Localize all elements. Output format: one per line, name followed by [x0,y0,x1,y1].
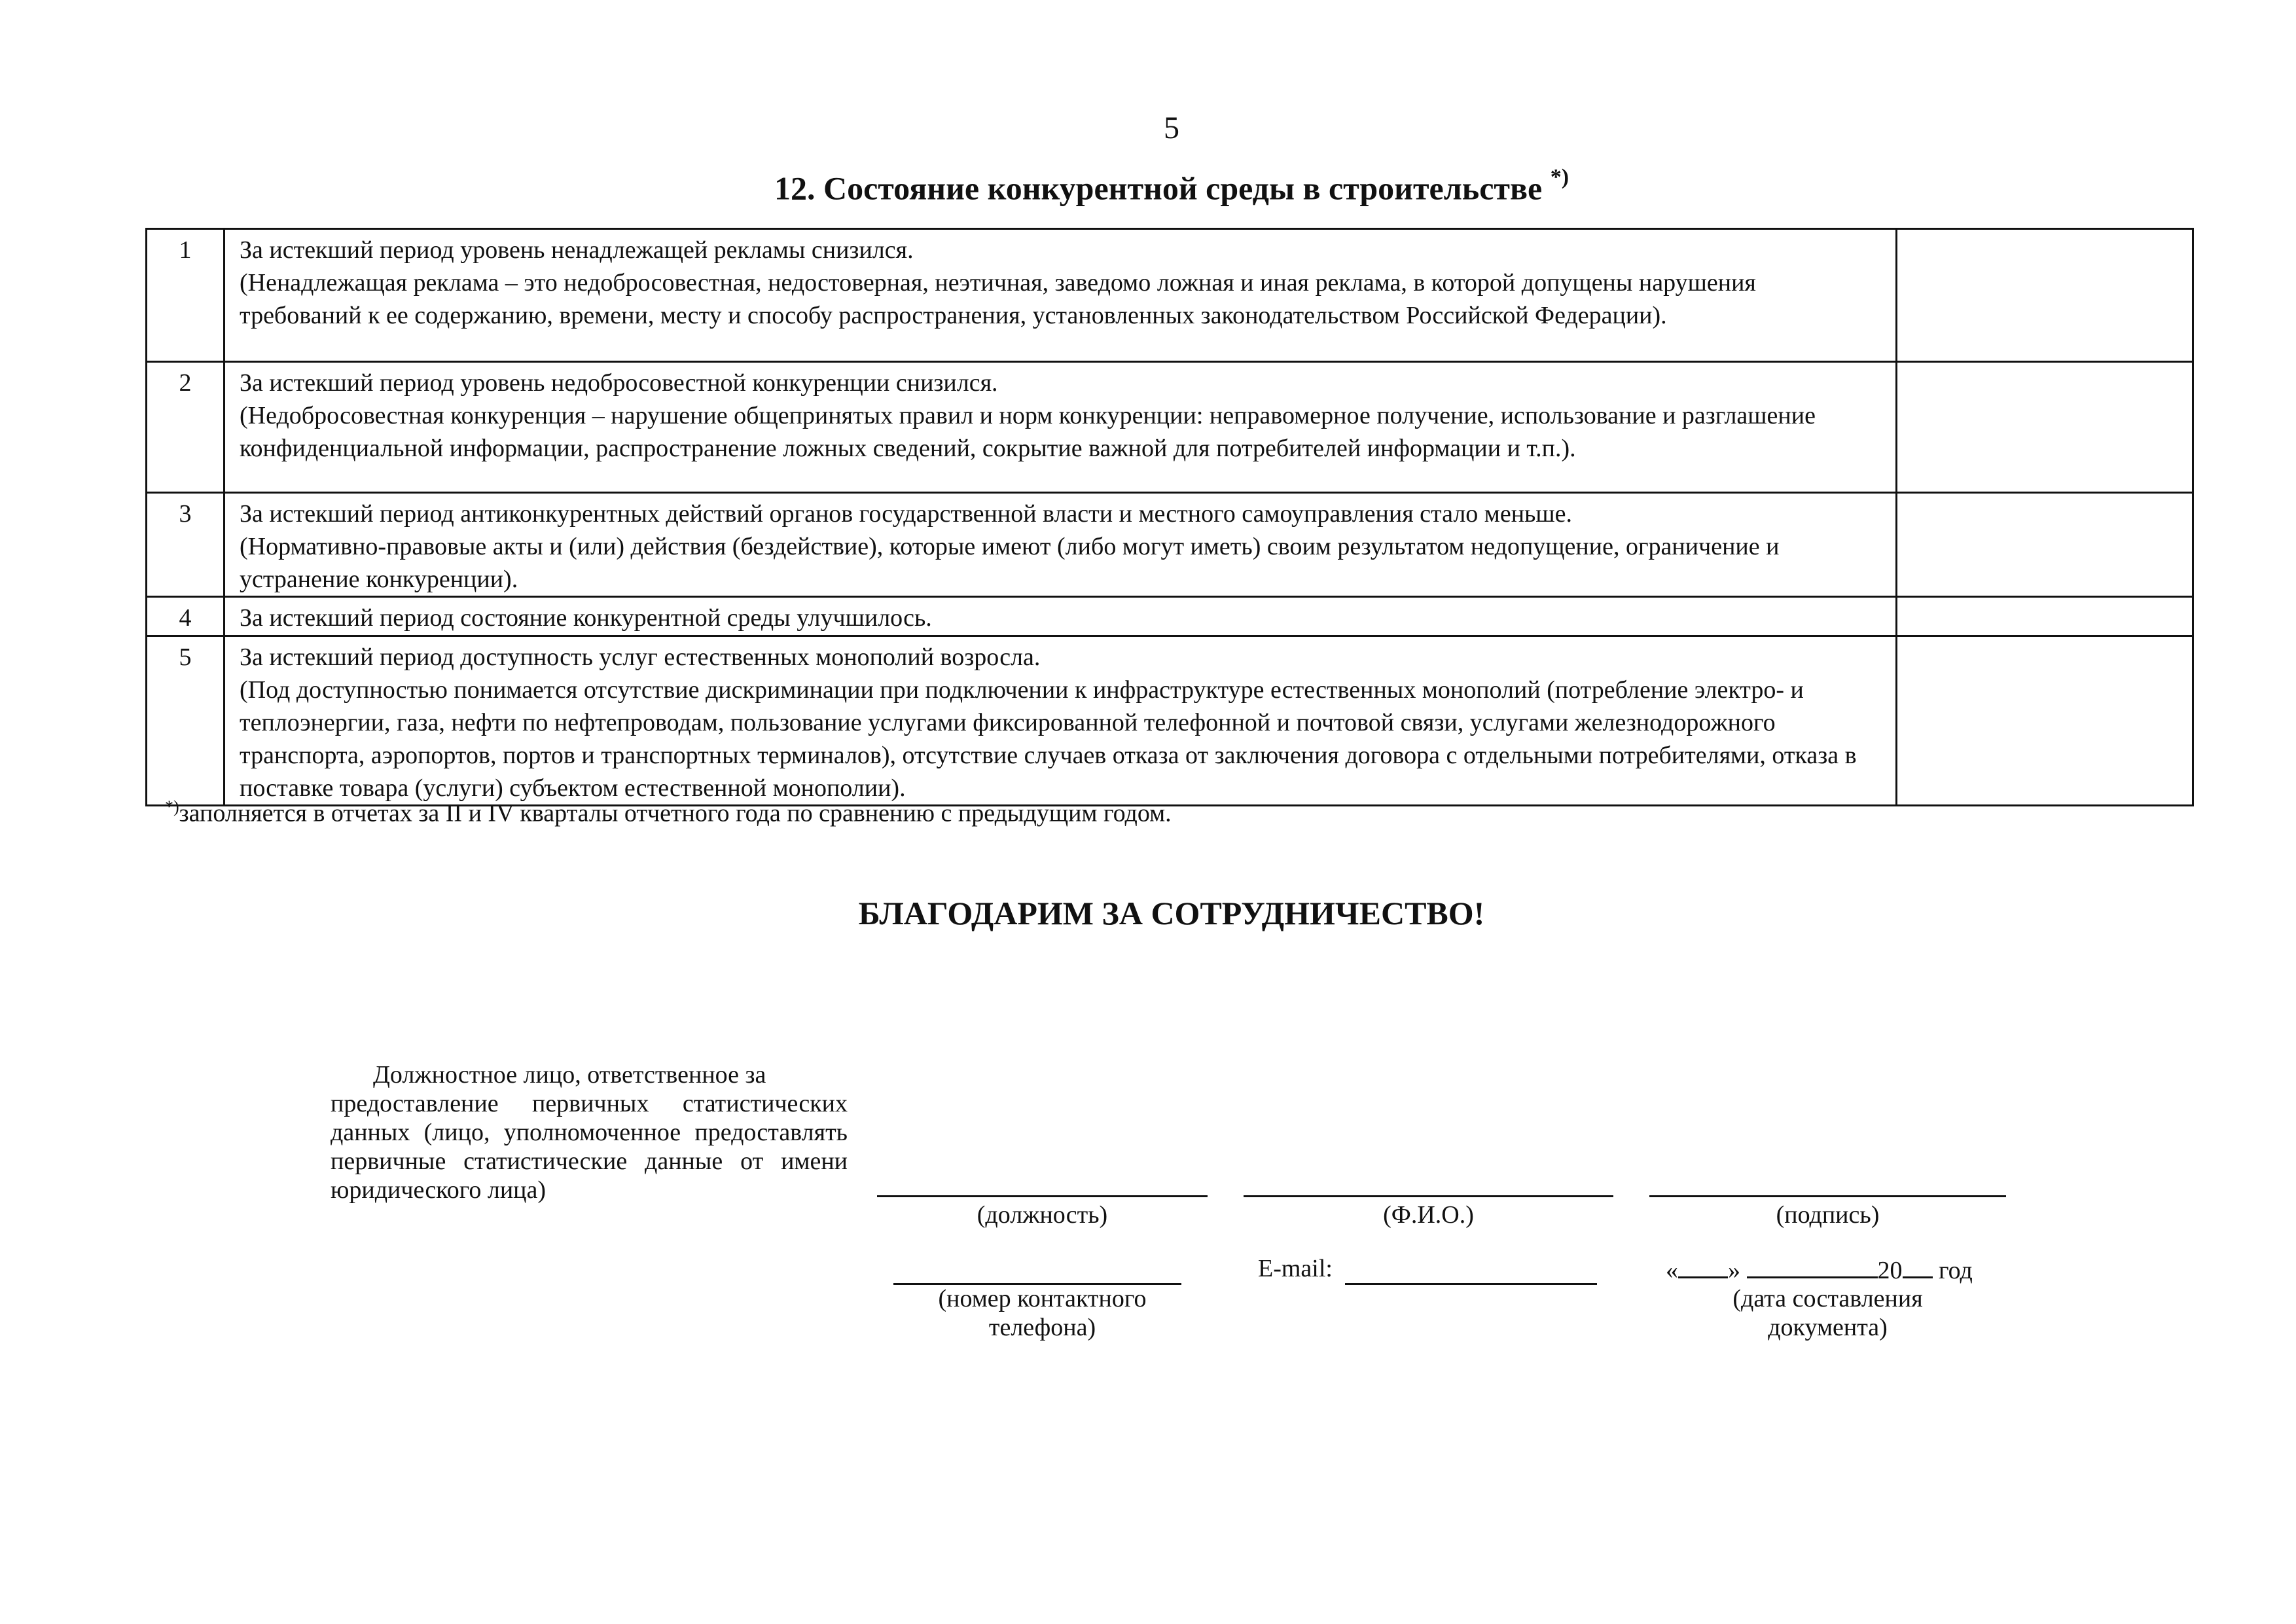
answer-cell[interactable] [1897,636,2193,806]
date-close-quote: » [1728,1257,1740,1284]
official-label-rest: предоставление первичных статистических данных (лицо, уполномоченное предоставлять первичные статистические данные от имени юридического лица) [331,1090,848,1204]
name-caption: (Ф.И.О.) [1383,1201,1474,1229]
phone-caption: (номер контактного телефона) [938,1285,1147,1341]
row-number: 5 [147,636,224,806]
footnote-text: заполняется в отчетах за II и IV кварталы отчетного года по сравнению с предыдущим годом. [179,799,1172,827]
section-title-text: 12. Состояние конкурентной среды в строительстве [774,170,1543,207]
row-statement: За истекший период состояние конкурентной среды улучшилось. [224,597,1897,636]
thanks-heading: БЛАГОДАРИМ ЗА СОТРУДНИЧЕСТВО! [858,895,1485,931]
footnote-mark: *) [165,797,179,816]
signature-caption: (подпись) [1776,1201,1880,1229]
table-row [147,597,2193,636]
row-statement: За истекший период доступность услуг естественных монополий возросла. (Под доступностью понимается отсутствие дискриминации при подключении к инфраструктуре естественных монополий (потребление электро- и теплоэнергии, газа, нефти по нефтепроводам, пользование услугами фиксированной телефонной и почтовой связи, услугами железнодорожного транспорта, аэропортов, портов и транспортных терминалов), отсутствие случаев отказа от заключения договора с отдельными потребителями, отказа в поставке товара (услуги) субъектом естественной монополии). [224,636,1897,806]
row-number: 1 [147,229,224,362]
table-row [147,636,2193,806]
section-title-footnote-mark: *) [1550,165,1570,189]
position-line[interactable] [877,1195,1208,1197]
date-year-suffix: год [1939,1257,1973,1284]
email-label: E-mail: [1258,1255,1333,1282]
official-label-first-line: Должностное лицо, ответственное за [373,1061,766,1089]
date-year-blank[interactable] [1903,1254,1933,1278]
survey-table [145,228,2194,806]
section-title [0,165,2296,208]
email-line[interactable] [1345,1283,1597,1285]
answer-cell[interactable] [1897,493,2193,597]
table-row [147,493,2193,597]
name-line[interactable] [1244,1195,1613,1197]
position-caption: (должность) [977,1201,1108,1229]
date-month-blank[interactable] [1747,1254,1878,1278]
row-number: 2 [147,362,224,493]
page-number: 5 [1164,111,1179,145]
date-day-blank[interactable] [1678,1254,1728,1278]
row-statement: За истекший период антиконкурентных действий органов государственной власти и местного самоуправления стало меньше. (Нормативно-правовые акты и (или) действия (бездействие), которые имеют (либо могут иметь) своим результатом недопущение, ограничение и устранение конкуренции). [224,493,1897,597]
signature-line[interactable] [1649,1195,2006,1197]
official-label [331,1060,848,1204]
answer-cell[interactable] [1897,229,2193,362]
answer-cell[interactable] [1897,597,2193,636]
row-statement: За истекший период уровень ненадлежащей рекламы снизился. (Ненадлежащая реклама – это недобросовестная, недостоверная, неэтичная, заведомо ложная и иная реклама, в которой допущены нарушения требований к ее содержанию, времени, месту и способу распространения, установленных законодательством Российской Федерации). [224,229,1897,362]
row-number: 4 [147,597,224,636]
row-statement: За истекший период уровень недобросовестной конкуренции снизился. (Недобросовестная конкуренция – нарушение общепринятых правил и норм конкуренции: неправомерное получение, использование и разглашение конфиденциальной информации, распространение ложных сведений, сокрытие важной для потребителей информации и т.п.). [224,362,1897,493]
row-number: 3 [147,493,224,597]
date-open-quote: « [1666,1257,1678,1284]
date-year-prefix: 20 [1877,1257,1903,1284]
footnote [165,797,1172,828]
date-field [1666,1254,1973,1285]
table-row [147,362,2193,493]
table-row [147,229,2193,362]
date-caption: (дата составления документа) [1732,1285,1923,1341]
answer-cell[interactable] [1897,362,2193,493]
